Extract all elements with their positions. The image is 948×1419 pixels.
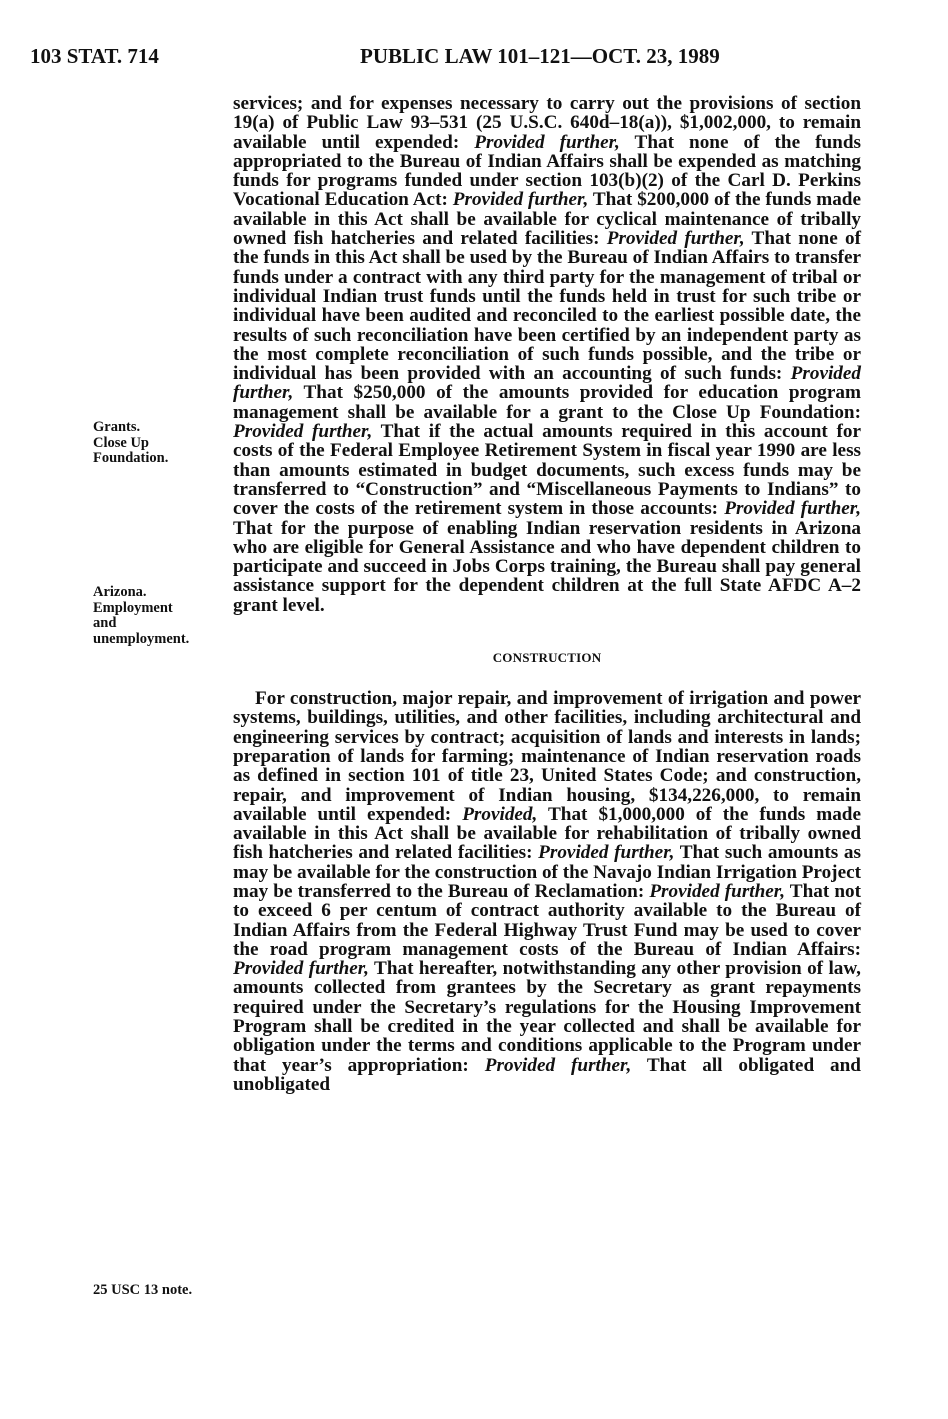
proviso-phrase: Provided further, <box>233 363 861 404</box>
proviso-phrase: Provided further, <box>649 880 786 902</box>
text-run: That $250,000 of the amounts provided for education program management shall be available for a grant to the Close Up Foundation: <box>233 382 861 423</box>
proviso-phrase: Provided further, <box>233 958 369 980</box>
text-run: That none of the funds appropriated to the Bureau of Indian Affairs shall be expended as matching funds for programs funded under section 103(b)(2) of the Carl D. Perkins Vocational Education Act: <box>233 131 861 211</box>
text-run: That $200,000 of the funds made available in this Act shall be available for cyclical maintenance of tribally owned fish hatcheries and related facilities: <box>233 189 861 250</box>
text-run: services; and for expenses necessary to carry out the provisions of section 19(a) of Public Law 93–531 (25 U.S.C. 640d–18(a)), $1,002,000, to remain available until expended: <box>233 93 861 153</box>
paragraph-construction <box>233 689 861 1094</box>
paragraph-continued <box>233 94 861 615</box>
proviso-phrase: Provided, <box>462 803 538 825</box>
section-heading: CONSTRUCTION <box>492 650 602 666</box>
proviso-phrase: Provided further, <box>484 1054 632 1076</box>
margin-note-arizona: Arizona. Employment and unemployment. <box>93 584 190 647</box>
proviso-phrase: Provided further, <box>606 228 745 250</box>
proviso-phrase: Provided further, <box>538 842 675 864</box>
running-title: PUBLIC LAW 101–121—OCT. 23, 1989 <box>360 44 720 68</box>
margin-note-usc: 25 USC 13 note. <box>93 1282 193 1298</box>
text-run: For construction, major repair, and improvement of irrigation and power systems, buildings, utilities, and other facilities, including architectural and engineering services by contract; acquisition of lands and interests in lands; preparation of lands for farming; maintenance of Indian reservation roads as defined in section 101 of title 23, United States Code; and construction, repair, and improvement of Indian housing, $134,226,000, to remain available until expended: <box>233 688 861 825</box>
proviso-phrase: Provided further, <box>233 421 373 443</box>
margin-note-grants: Grants. Close Up Foundation. <box>93 419 169 466</box>
text-run: That not to exceed 6 per centum of contract authority available to the Bureau of Indian Affairs from the Federal Highway Trust Fund may be used to cover the road program management costs of the Bureau of Indian Affairs: <box>233 880 861 960</box>
text-run: That none of the funds in this Act shall be used by the Bureau of Indian Affairs to transfer funds under a contract with any third party for the management of tribal or individual Indian trust funds until the funds held in trust for such tribe or individual have been audited and reconciled to the earliest possible date, the results of such reconciliation have been certified by an independent party as the most complete reconciliation of such funds possible, and the tribe or individual has been provided with an accounting of such funds: <box>233 228 862 385</box>
body-text <box>233 94 861 1094</box>
proviso-phrase: Provided further, <box>452 189 589 211</box>
text-run: That all obligated and unobligated <box>233 1054 861 1095</box>
text-run: That $1,000,000 of the funds made available in this Act shall be available for rehabilitation of tribally owned fish hatcheries and related facilities: <box>233 803 861 864</box>
text-run: That for the purpose of enabling Indian reservation residents in Arizona who are eligible for General Assistance and who have dependent children to participate and succeed in Jobs Corps training, the Bureau shall pay general assistance support for the dependent children at the full State AFDC A–2 grant level. <box>233 517 861 616</box>
proviso-phrase: Provided further, <box>724 498 861 520</box>
proviso-phrase: Provided further, <box>474 131 620 153</box>
statute-page-number: 103 STAT. 714 <box>30 44 159 68</box>
text-run: That if the actual amounts required in this account for costs of the Federal Employee Retirement System in fiscal year 1990 are less than amounts estimated in budget documents, such excess funds may be transferred to “Construction” and “Miscellaneous Payments to Indians” to cover the costs of the retirement system in those accounts: <box>233 421 861 520</box>
text-run: That hereafter, notwithstanding any other provision of law, amounts collected from grantees by the Secretary as grant repayments required under the Secretary’s regulations for the Housing Improvement Program shall be credited in the year collected and shall be available for obligation under the terms and conditions applicable to the Program under that year’s appropriation: <box>233 958 861 1076</box>
text-run: That such amounts as may be available for the construction of the Navajo Indian Irrigation Project may be transferred to the Bureau of Reclamation: <box>233 842 861 902</box>
